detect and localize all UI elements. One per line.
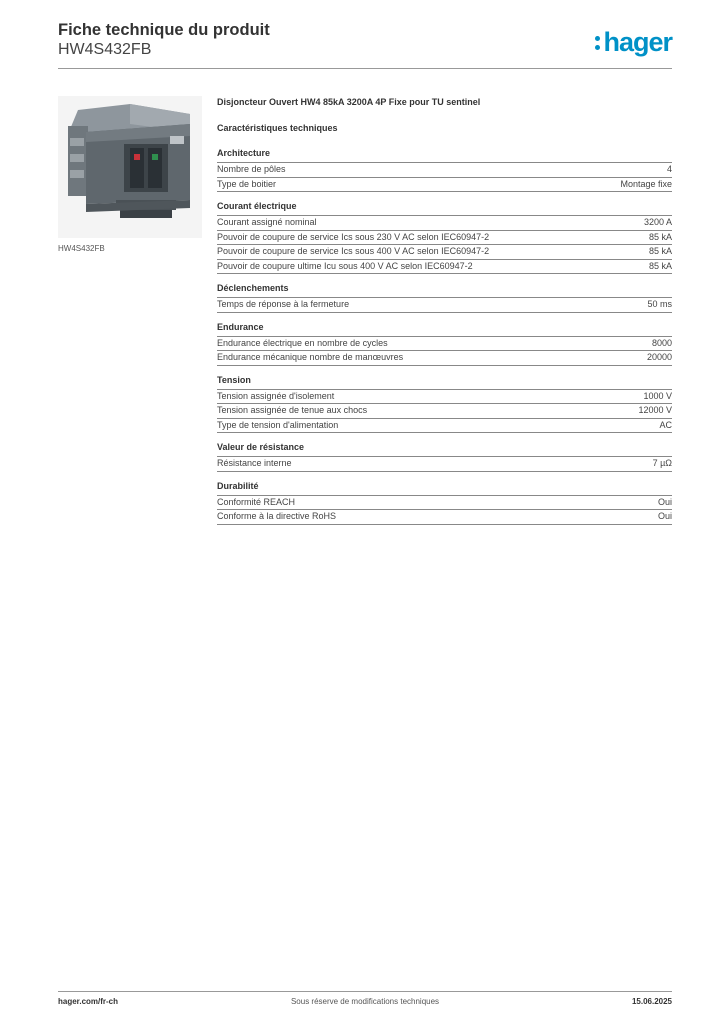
product-name: Disjoncteur Ouvert HW4 85kA 3200A 4P Fixe pour TU sentinel — [217, 97, 481, 107]
footer-divider — [58, 991, 672, 992]
spec-section — [217, 442, 672, 472]
spec-row — [217, 390, 672, 405]
logo-text: hager — [603, 27, 672, 57]
spec-row — [217, 457, 672, 472]
spec-label: Conformité REACH — [217, 496, 296, 507]
spec-row — [217, 404, 672, 419]
spec-label: Pouvoir de coupure ultime Icu sous 400 V AC selon IEC60947-2 — [217, 260, 473, 271]
spec-value: Montage fixe — [620, 178, 672, 189]
section-title: Endurance — [217, 322, 672, 337]
circuit-breaker-icon — [58, 96, 202, 238]
spec-label: Conforme à la directive RoHS — [217, 511, 337, 521]
spec-label: Pouvoir de coupure de service Ics sous 400 V AC selon IEC60947-2 — [217, 246, 490, 256]
spec-row — [217, 260, 672, 275]
spec-row — [217, 496, 672, 511]
spec-value: 20000 — [646, 352, 672, 362]
section-title: Architecture — [217, 148, 672, 163]
spec-row — [217, 510, 672, 525]
product-image — [58, 96, 202, 238]
spec-label: Type de tension d'alimentation — [217, 419, 339, 430]
spec-section — [217, 283, 672, 313]
spec-label: Endurance électrique en nombre de cycles — [217, 337, 388, 348]
section-title: Tension — [217, 375, 672, 390]
footer-date: 15.06.2025 — [631, 997, 672, 1006]
spec-value: 12000 V — [638, 405, 672, 415]
spec-label: Pouvoir de coupure de service Ics sous 230 V AC selon IEC60947-2 — [217, 231, 490, 242]
spec-value: Oui — [657, 496, 672, 507]
spec-value: 50 ms — [647, 299, 672, 309]
spec-row — [217, 163, 672, 178]
section-title: Déclenchements — [217, 283, 672, 298]
footer-website: hager.com/fr-ch — [58, 997, 119, 1006]
spec-label: Courant assigné nominal — [217, 217, 317, 227]
spec-value: 3200 A — [643, 217, 672, 227]
spec-row — [217, 178, 672, 193]
footer-disclaimer: Sous réserve de modifications techniques — [290, 997, 440, 1006]
spec-label: Résistance interne — [217, 458, 292, 468]
logo-dots-icon — [595, 33, 601, 51]
spec-section — [217, 322, 672, 366]
spec-section — [217, 481, 672, 525]
spec-value: 8000 — [651, 337, 672, 348]
spec-row — [217, 351, 672, 366]
spec-row — [217, 245, 672, 260]
spec-label: Tension assignée de tenue aux chocs — [217, 405, 368, 415]
spec-value: 85 kA — [648, 231, 672, 242]
spec-label: Nombre de pôles — [217, 164, 286, 174]
spec-section — [217, 148, 672, 192]
spec-section — [217, 375, 672, 434]
spec-label: Type de boitier — [217, 178, 277, 189]
page-header — [58, 20, 672, 68]
spec-row — [217, 419, 672, 434]
spec-value: Oui — [657, 511, 672, 521]
spec-section — [217, 201, 672, 274]
spec-value: AC — [659, 419, 672, 430]
spec-label: Temps de réponse à la fermeture — [217, 299, 350, 309]
spec-sections — [217, 148, 672, 525]
document-title: Fiche technique du produit — [58, 21, 270, 39]
header-divider — [58, 68, 672, 69]
spec-row — [217, 231, 672, 246]
spec-value: 85 kA — [648, 246, 672, 256]
section-title: Durabilité — [217, 481, 672, 496]
spec-row — [217, 216, 672, 231]
spec-row — [217, 337, 672, 352]
spec-value: 4 — [666, 164, 672, 174]
technical-sheet — [217, 96, 672, 534]
spec-label: Endurance mécanique nombre de manœuvres — [217, 352, 404, 362]
spec-value: 7 µΩ — [652, 458, 672, 468]
spec-label: Tension assignée d'isolement — [217, 390, 335, 401]
section-title: Courant électrique — [217, 201, 672, 216]
hager-logo — [595, 28, 672, 56]
spec-value: 1000 V — [643, 390, 672, 401]
spec-value: 85 kA — [648, 260, 672, 271]
image-caption: HW4S432FB — [58, 244, 105, 253]
product-reference: HW4S432FB — [58, 41, 152, 58]
spec-row — [217, 298, 672, 313]
section-title: Valeur de résistance — [217, 442, 672, 457]
specifications-heading: Caractéristiques techniques — [217, 123, 338, 133]
